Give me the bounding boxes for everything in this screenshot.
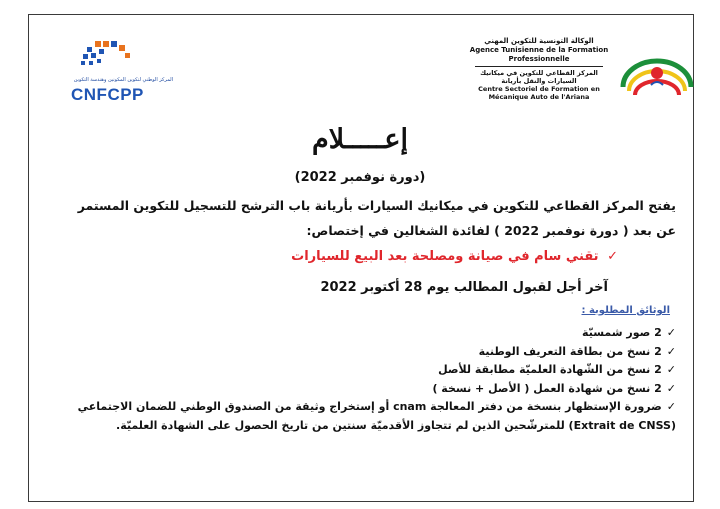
check-icon: ✓	[666, 344, 676, 358]
atfp-name-fr-1: Agence Tunisienne de la Formation	[469, 46, 609, 54]
list-item	[56, 343, 676, 362]
announcement-title: إعـــــلام	[312, 124, 408, 155]
list-item	[56, 380, 676, 399]
intro-line-1: يفتح المركز القطاعي للتكوين في ميكانيك السيارات بأريانة باب الترشح للتسجيل للتكوين المستمر	[77, 198, 676, 213]
document-text: 2 نسخ من الشّهادة العلميّة مطابقة للأصل	[438, 363, 662, 376]
atfp-name-ar: الوكالة التونسية للتكوين المهني	[484, 37, 594, 45]
cnfcpp-wordmark: CNFCPP	[71, 85, 144, 104]
documents-heading: الوثائق المطلوبة :	[581, 305, 670, 316]
deadline-text: آخر أجل لقبول المطالب يوم 28 أكتوبر 2022	[320, 280, 608, 295]
centre-name-fr-2: Mécanique Auto de l'Ariana	[488, 93, 590, 101]
intro-line-2: عن بعد ( دورة نوفمبر 2022 ) لفائدة الشغالين في إختصاص:	[306, 223, 676, 238]
document-text: 2 نسخ من شهادة العمل ( الأصل + نسخة )	[432, 381, 662, 395]
list-item	[56, 361, 676, 380]
documents-list	[56, 324, 676, 435]
cnfcpp-logo	[67, 33, 177, 113]
specialty-text: تقني سام في صيانة ومصلحة بعد البيع للسيارات	[291, 249, 599, 264]
atfp-header-text	[469, 37, 609, 101]
check-icon: ✓	[666, 326, 676, 339]
document-text: 2 نسخ من بطاقة التعريف الوطنية	[478, 344, 662, 358]
centre-name-fr-1: Centre Sectoriel de Formation en	[478, 85, 600, 93]
check-icon: ✓	[666, 400, 676, 413]
atfp-logo	[617, 51, 697, 111]
cnfcpp-logo-mark	[77, 35, 137, 75]
centre-name-ar-1: المركز القطاعي للتكوين في ميكانيك	[480, 69, 598, 77]
specialty-item	[291, 249, 618, 264]
check-icon: ✓	[666, 381, 676, 395]
document-text: ضرورة الإستظهار بنسخة من دفتر المعالجة cnam أو إستخراج وثيقة من الصندوق الوطني للضمان الاجتماعي	[77, 400, 662, 413]
cnfcpp-arabic-caption: المركز الوطني لتكوين المكونين وهندسة التكوين	[73, 77, 173, 83]
header-divider	[475, 66, 603, 67]
check-icon: ✓	[607, 249, 618, 264]
centre-name-ar-2: السيارات والنقل بأريانة	[501, 77, 577, 85]
list-item-continuation: (Extrait de CNSS) للمترشّحين الذين لم تتجاوز الأقدميّة سنتين من تاريخ الحصول على الشهادة العلميّة.	[116, 418, 676, 432]
document-text: 2 صور شمسيّة	[582, 326, 662, 339]
list-item	[56, 324, 676, 343]
atfp-name-fr-2: Professionnelle	[508, 55, 570, 63]
check-icon: ✓	[666, 363, 676, 376]
list-item	[56, 398, 676, 417]
session-label: (دورة نوفمبر 2022)	[294, 170, 426, 185]
